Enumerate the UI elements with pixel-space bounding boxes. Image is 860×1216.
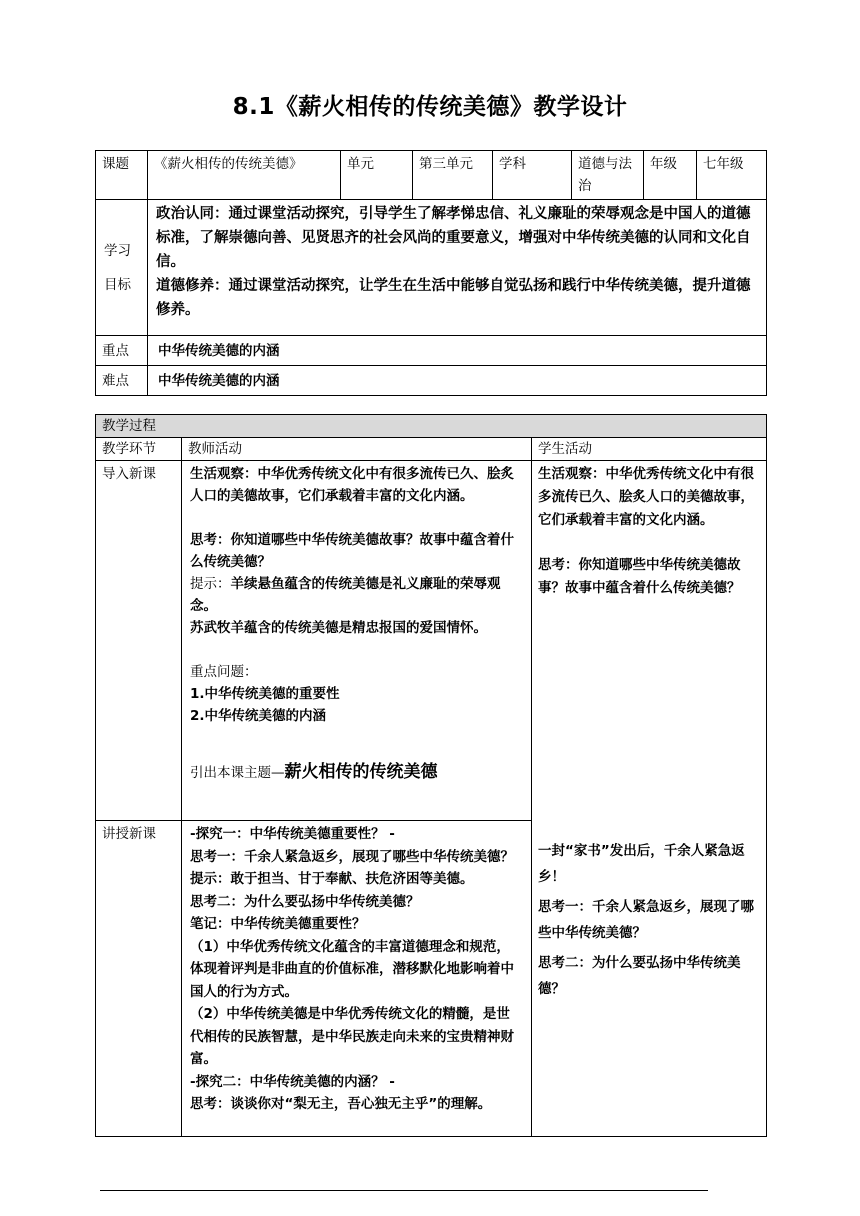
intro-teacher-cell xyxy=(182,461,532,821)
process-table xyxy=(95,414,767,1137)
grade-value: 七年级 xyxy=(697,151,767,200)
student-think-1: 思考一：千余人紧急返乡，展现了哪些中华传统美德？ xyxy=(538,899,754,941)
think-3: 思考：谈谈你对“梨无主，吾心独无主乎”的理解。 xyxy=(190,1096,492,1112)
grade-label: 年级 xyxy=(644,151,697,200)
process-header: 教学过程 xyxy=(96,415,767,438)
topic-value: 《薪火相传的传统美德》 xyxy=(148,151,341,200)
lecture-teacher-cell xyxy=(182,821,532,1137)
info-table xyxy=(95,150,767,396)
note-heading: 笔记：中华传统美德重要性？ xyxy=(190,916,366,932)
think-2: 思考二：为什么要弘扬中华传统美德？ xyxy=(190,893,420,910)
topic-prefix: 引出本课主题— xyxy=(190,765,285,781)
explore-1: -探究一：中华传统美德重要性？ - xyxy=(190,826,395,842)
intro-hint xyxy=(190,573,523,617)
key-questions-label: 重点问题： xyxy=(190,664,258,680)
stage-lecture: 讲授新课 xyxy=(96,821,182,1137)
note-point-2: （2）中华传统美德是中华优秀传统文化的精髓，是世代相传的民族智慧，是中华民族走向未来的宝贵精神财富。 xyxy=(190,1006,514,1067)
unit-label: 单元 xyxy=(341,151,413,200)
explore-2: -探究二：中华传统美德的内涵？ - xyxy=(190,1073,395,1090)
topic-label: 课题 xyxy=(96,151,148,200)
key-question-2: 2.中华传统美德的内涵 xyxy=(190,708,327,724)
goal-moral: 道德修养：通过课堂活动探究，让学生在生活中能够自觉弘扬和践行中华传统美德，提升道德修养。 xyxy=(156,278,751,318)
note-point-1: （1）中华优秀传统文化蕴含的丰富道德理念和规范，体现着评判是非曲直的价值标准，潜移默化地影响着中国人的行为方式。 xyxy=(190,938,514,1000)
key-question-1: 1.中华传统美德的重要性 xyxy=(190,686,340,702)
footer-divider xyxy=(100,1190,708,1191)
key-label: 重点 xyxy=(96,336,148,366)
topic-title: 薪火相传的传统美德 xyxy=(284,762,438,782)
col-teacher-header: 教师活动 xyxy=(182,438,532,461)
student-intro-observation: 生活观察：中华优秀传统文化中有很多流传已久、脍炙人口的美德故事，它们承载着丰富的文化内涵。 xyxy=(538,466,754,528)
subject-label: 学科 xyxy=(493,151,572,200)
intro-observation: 生活观察：中华优秀传统文化中有很多流传已久、脍炙人口的美德故事，它们承载着丰富的文化内涵。 xyxy=(190,466,514,504)
col-stage-header: 教学环节 xyxy=(96,438,182,461)
hint-1: 提示：敢于担当、甘于奉献、扶危济困等美德。 xyxy=(190,871,474,887)
think-1: 思考一：千余人紧急返乡，展现了哪些中华传统美德？ xyxy=(190,848,514,865)
unit-value: 第三单元 xyxy=(413,151,493,200)
difficult-value: 中华传统美德的内涵 xyxy=(148,366,767,396)
difficult-label: 难点 xyxy=(96,366,148,396)
page-title: 8.1《薪火相传的传统美德》教学设计 xyxy=(232,94,628,120)
lesson-topic-line xyxy=(190,761,523,784)
hint-label: 提示： xyxy=(190,576,231,592)
goal-label: 学习目标 xyxy=(96,200,148,336)
student-letter: 一封“家书”发出后，千余人紧急返乡！ xyxy=(538,843,745,885)
subject-value: 道德与法治 xyxy=(572,151,644,200)
key-value: 中华传统美德的内涵 xyxy=(148,336,767,366)
student-think-2: 思考二：为什么要弘扬中华传统美德？ xyxy=(538,955,741,997)
intro-question: 思考：你知道哪些中华传统美德故事？故事中蕴含着什么传统美德？ xyxy=(190,532,514,570)
goal-political: 政治认同：通过课堂活动探究，引导学生了解孝悌忠信、礼义廉耻的荣辱观念是中国人的道德标准，了解崇德向善、见贤思齐的社会风尚的重要意义，增强对中华传统美德的认同和文化自信。 xyxy=(156,206,751,270)
intro-hint-2: 苏武牧羊蕴含的传统美德是精忠报国的爱国情怀。 xyxy=(190,620,487,636)
hint-text: 羊续悬鱼蕴含的传统美德是礼义廉耻的荣辱观念。 xyxy=(190,576,501,614)
student-intro-question: 思考：你知道哪些中华传统美德故事？故事中蕴含着什么传统美德？ xyxy=(538,557,741,596)
student-activity-cell xyxy=(532,461,767,1137)
stage-intro: 导入新课 xyxy=(96,461,182,821)
col-student-header: 学生活动 xyxy=(532,438,767,461)
